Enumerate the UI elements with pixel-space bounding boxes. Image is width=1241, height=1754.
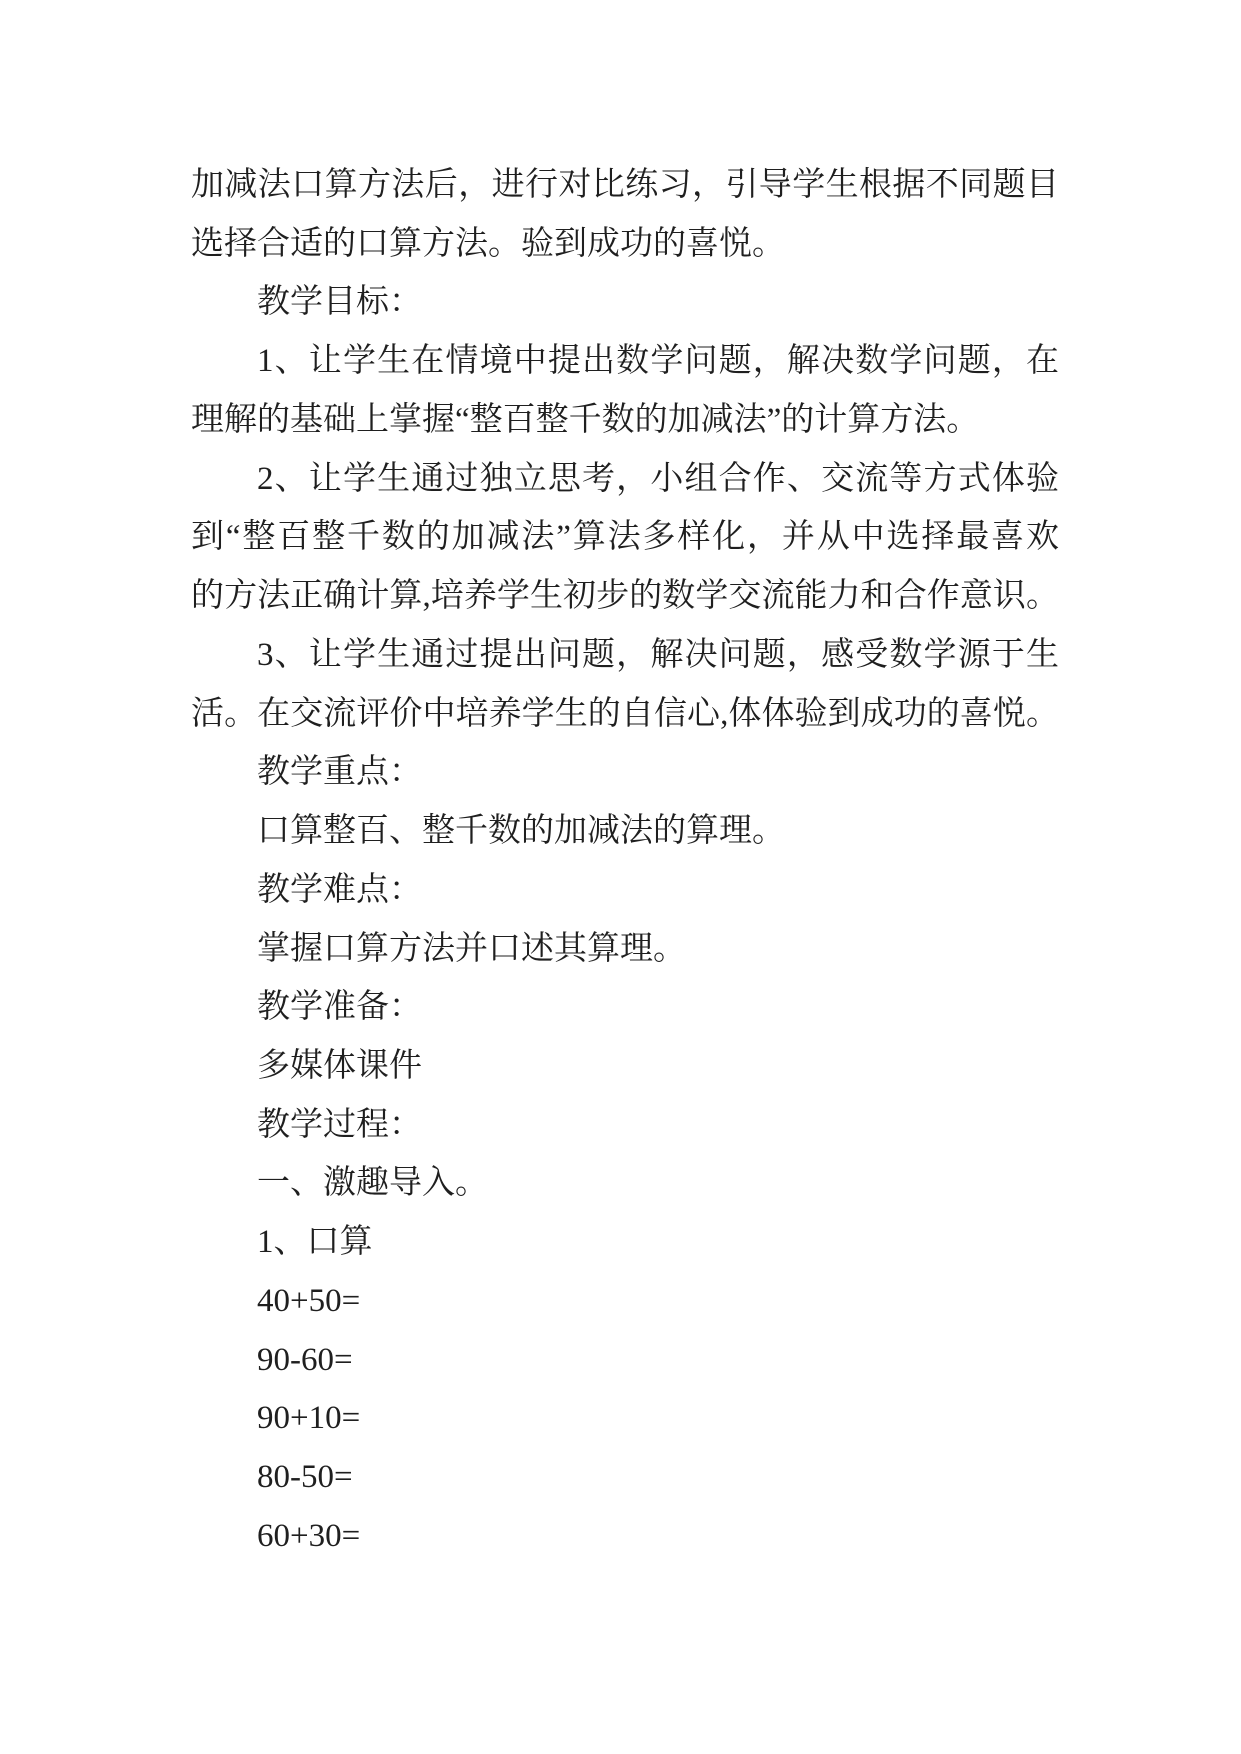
exercise-list	[191, 1272, 1059, 1566]
exercise-title: 1、口算	[257, 1224, 373, 1261]
difficulty-text: 掌握口算方法并口述其算理。	[257, 930, 686, 967]
exercise-item: 90+10=	[257, 1400, 361, 1437]
paragraph-line: 1、让学生在情境中提出数学问题，解决数学问题，在	[257, 343, 1059, 380]
paragraph-line: 加减法口算方法后，进行对比练习，引导学生根据不同题目	[191, 167, 1059, 203]
paragraph-line: 选择合适的口算方法。验到成功的喜悦。	[191, 225, 785, 262]
objective-item-1	[191, 332, 1059, 449]
preparation-heading: 教学准备：	[257, 989, 422, 1026]
preparation-text: 多媒体课件	[257, 1048, 422, 1085]
objectives-heading: 教学目标：	[257, 284, 422, 321]
section-title: 一、激趣导入。	[257, 1165, 488, 1202]
objective-item-3	[191, 626, 1059, 743]
continued-paragraph	[191, 156, 1059, 273]
difficulty-heading: 教学难点：	[257, 871, 422, 908]
paragraph-line: 理解的基础上掌握“整百整千数的加减法”的计算方法。	[191, 401, 980, 438]
key-point-heading: 教学重点：	[257, 754, 422, 791]
paragraph-line: 2、让学生通过独立思考，小组合作、交流等方式体验	[257, 460, 1059, 497]
exercise-item: 60+30=	[257, 1517, 361, 1554]
objective-item-2	[191, 450, 1059, 626]
paragraph-line: 活。在交流评价中培养学生的自信心,体体验到成功的喜悦。	[191, 695, 1059, 732]
paragraph-line: 到“整百整千数的加减法”算法多样化，并从中选择最喜欢	[191, 519, 1059, 556]
paragraph-line: 3、让学生通过提出问题，解决问题，感受数学源于生	[257, 636, 1059, 673]
document-body	[191, 156, 1059, 1566]
exercise-item: 40+50=	[257, 1282, 361, 1319]
key-point-text: 口算整百、整千数的加减法的算理。	[257, 813, 785, 850]
exercise-item: 90-60=	[257, 1341, 353, 1378]
paragraph-line: 的方法正确计算,培养学生初步的数学交流能力和合作意识。	[191, 578, 1059, 615]
process-heading: 教学过程：	[257, 1106, 422, 1143]
exercise-item: 80-50=	[257, 1459, 353, 1496]
